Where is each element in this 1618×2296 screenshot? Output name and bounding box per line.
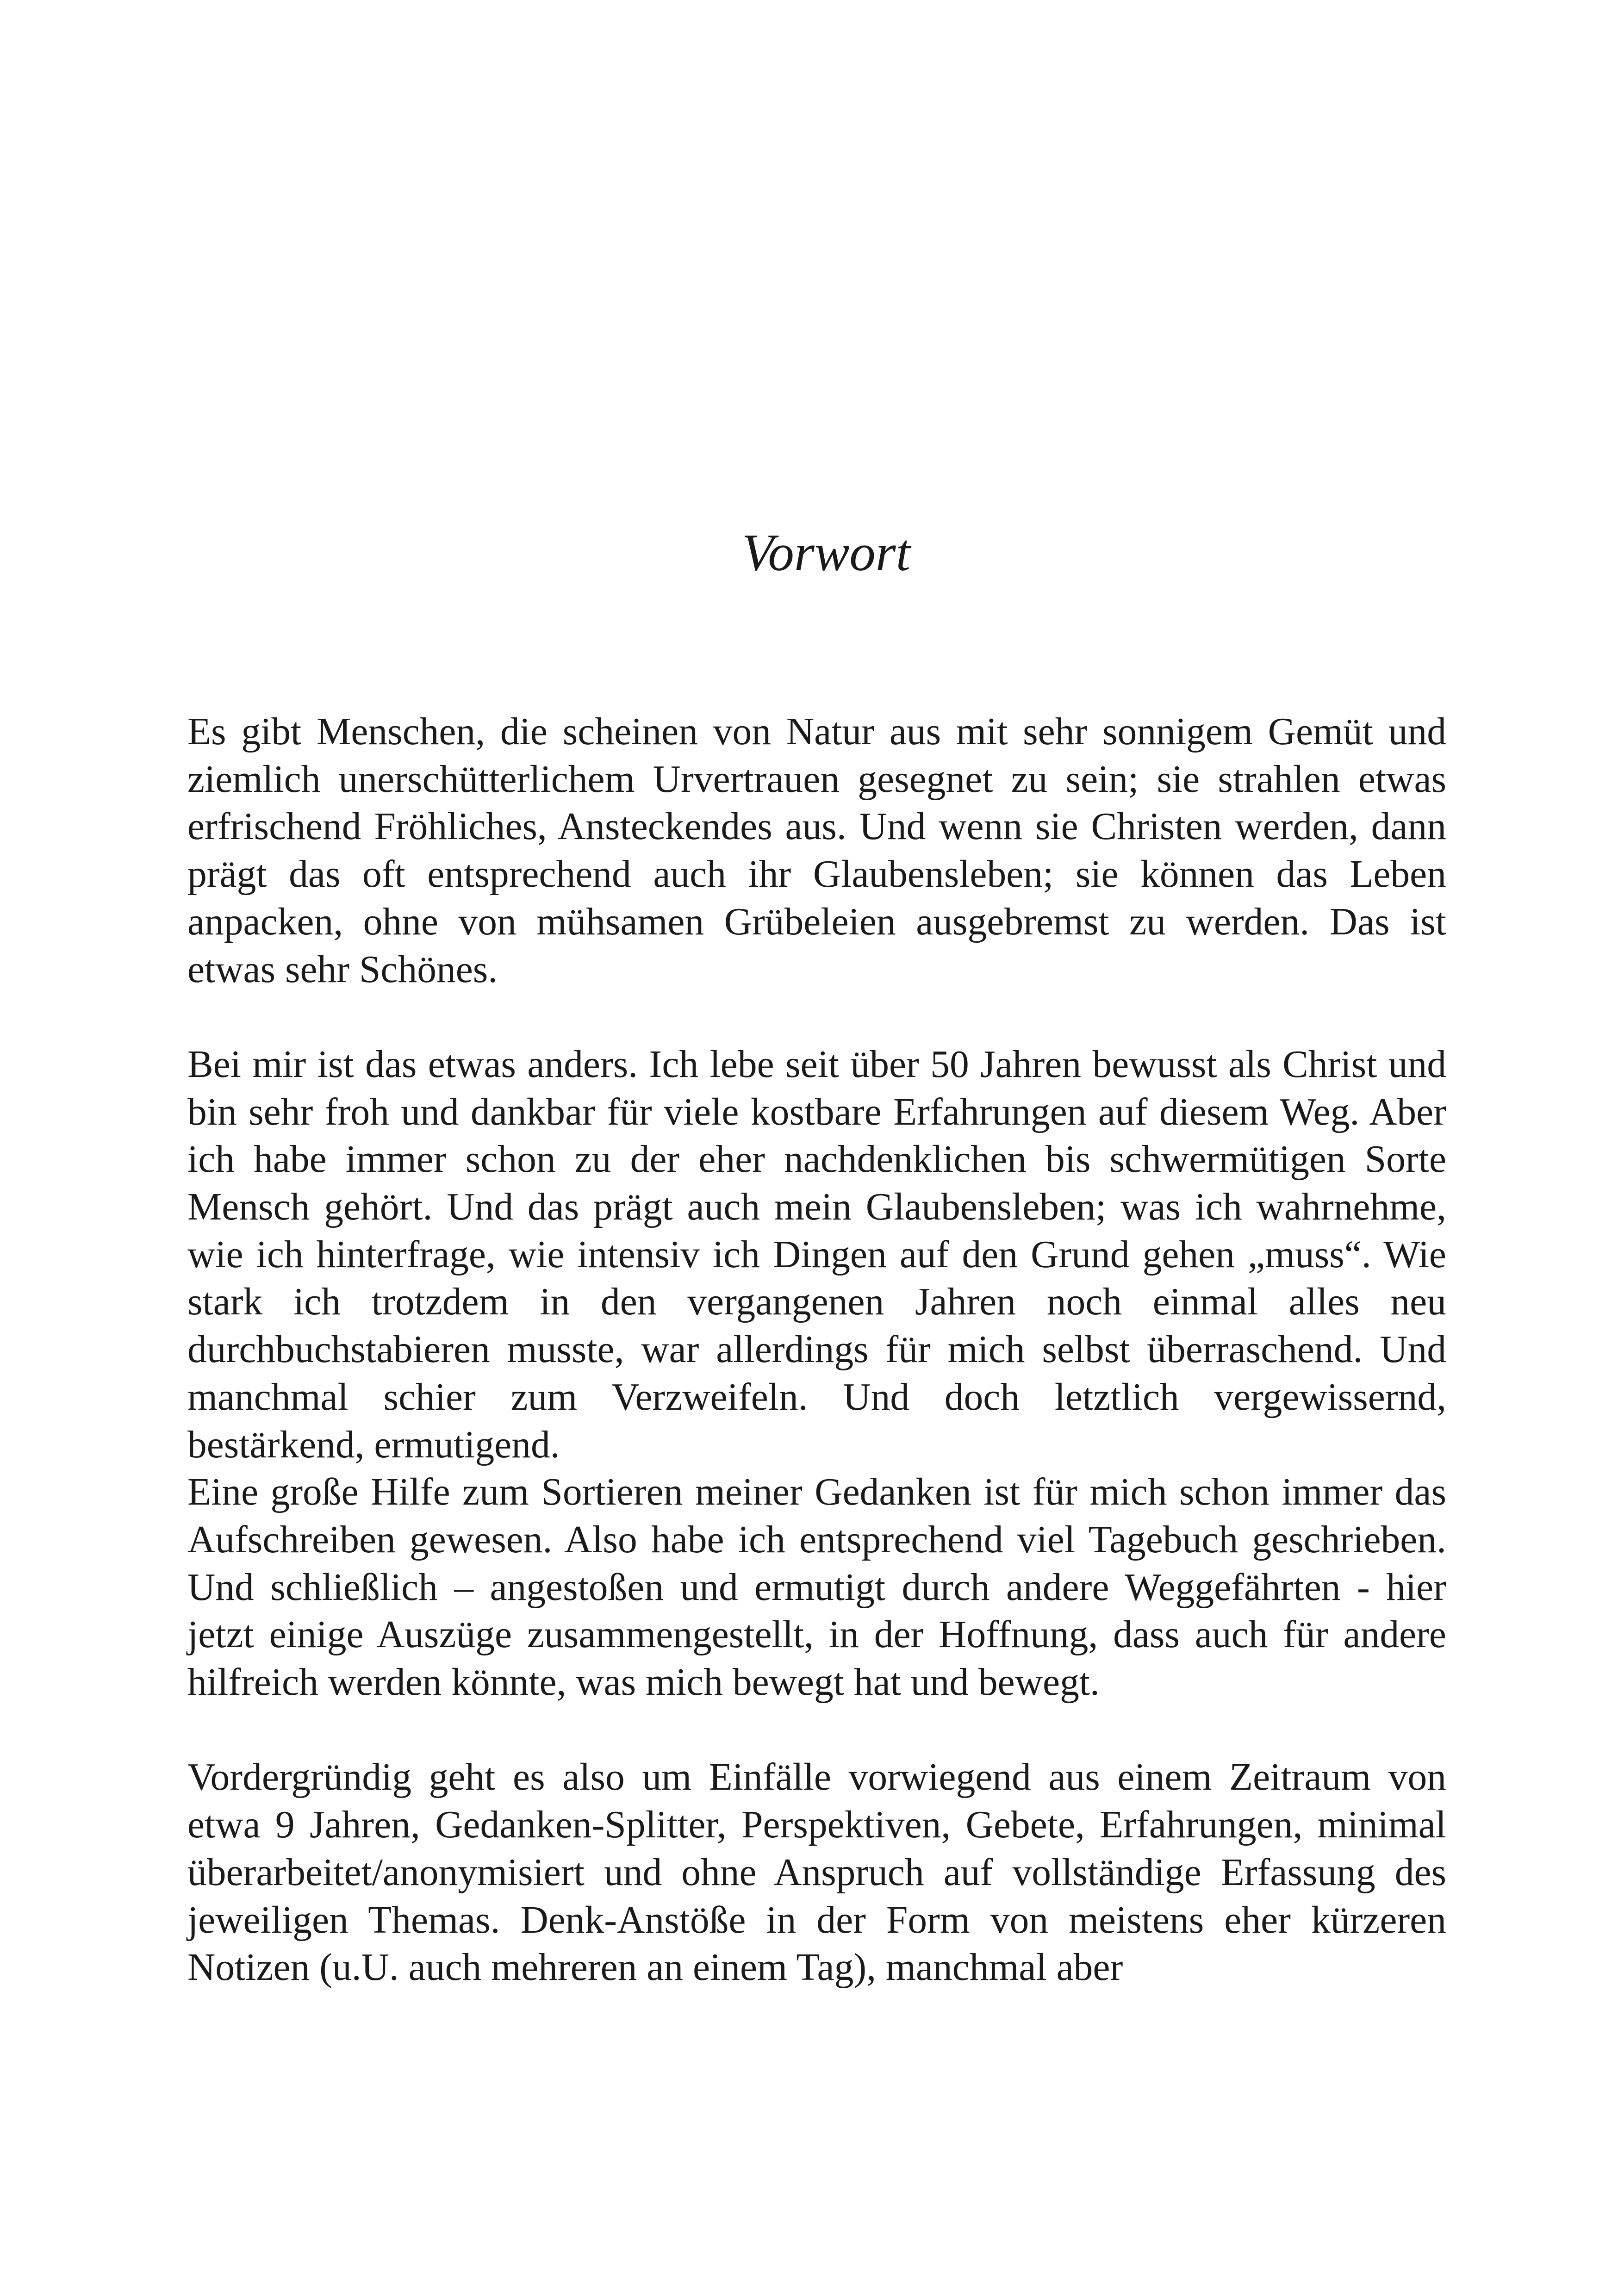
- paragraph-spacer: [187, 993, 1446, 1041]
- page-title: Vorwort: [741, 524, 911, 582]
- paragraph-writing: Eine große Hilfe zum Sortieren meiner Gedanken ist für mich schon immer das Aufschreiben gewesen. Also habe ich entsprechend viel Tagebuch geschrieben. Und schließlich – angestoßen und ermutigt durch andere Weggefährten - hier jetzt einige Auszüge zusammengestellt, in der Hoffnung, dass auch für andere hilfreich werden könnte, was mich bewegt hat und bewegt.: [187, 1471, 1446, 1704]
- paragraph-intro: Es gibt Menschen, die scheinen von Natur aus mit sehr sonnigem Gemüt und ziemlich unerschütterlichem Urvertrauen gesegnet zu sein; sie strahlen etwas erfrischend Fröhliches, Ansteckendes aus. Und wenn sie Christen werden, dann prägt das oft entsprechend auch ihr Glaubensleben; sie können das Leben anpacken, ohne von mühsamen Grübeleien ausgebremst zu werden. Das ist etwas sehr Schönes.: [187, 710, 1446, 991]
- body-text: [187, 708, 1446, 1991]
- paragraph-spacer: [187, 1706, 1446, 1754]
- paragraph-personal: Bei mir ist das etwas anders. Ich lebe seit über 50 Jahren bewusst als Christ und bin sehr froh und dankbar für viele kostbare Erfahrungen auf diesem Weg. Aber ich habe immer schon zu der eher nachdenklichen bis schwermütigen Sorte Mensch gehört. Und das prägt auch mein Glaubensleben; was ich wahrnehme, wie ich hinterfrage, wie intensiv ich Dingen auf den Grund gehen „muss“. Wie stark ich trotzdem in den vergangenen Jahren noch einmal alles neu durchbuchstabieren musste, war allerdings für mich selbst überraschend. Und manchmal schier zum Verzweifeln. Und doch letztlich vergewissernd, bestärkend, ermutigend.: [187, 1043, 1446, 1466]
- paragraph-content: Vordergründig geht es also um Einfälle vorwiegend aus einem Zeitraum von etwa 9 Jahren, Gedanken-Splitter, Perspektiven, Gebete, Erfahrungen, minimal überarbeitet/anonymisiert und ohne Anspruch auf vollständige Erfassung des jeweiligen Themas. Denk-Anstöße in der Form von meistens eher kürzeren Notizen (u.U. auch mehreren an einem Tag), manchmal aber: [187, 1756, 1446, 1989]
